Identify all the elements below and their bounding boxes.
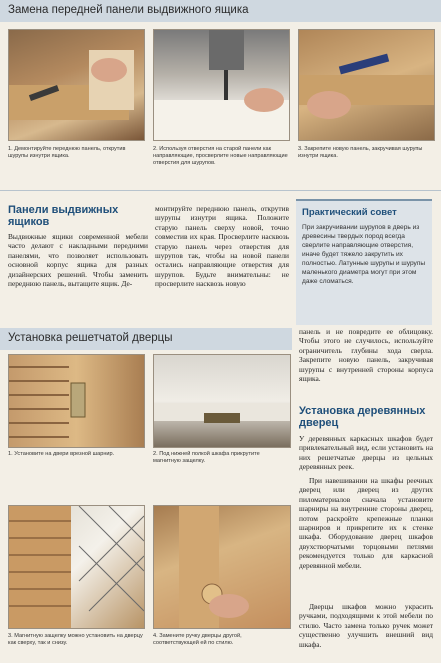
article2-p1: У деревянных каркасных шкафов будет привлекательный вид, если установить на них решетчатые дверцы из цельных деревянных реек. (299, 434, 433, 472)
photo-remove-panel (8, 29, 145, 141)
tip-box (296, 199, 432, 325)
caption-hinge: 1. Установите на двери врезной шарнир. (8, 451, 115, 457)
article2-continuation: панель и не повредите ее облицовку. Чтобы этого не случилось, используйте ограничитель глубины хода сверла. Закрепите новую панель, закручивая шурупы с внутренней стороны корпуса ящика. (299, 327, 433, 384)
article2-heading: Установка деревянных дверец (299, 405, 426, 429)
article1-col2: монтируйте переднюю панель, открутив шурупы изнутри ящика. Положите старую панель сверху новой, точно совместив их края. Просверлите насквозь старую панель через отверстия для шурупов так, чтобы на новой панели остались направляющие отверстия для шурупов. Будьте внимательны: не просверлите насквозь новую (155, 204, 289, 289)
article1-col1: Выдвижные ящики современной мебели часто делают с накладными передними панелями, что позволяет использовать основной корпус ящика для разных дизайнерских решений. Чтобы заменить переднюю панель, вытащите ящик. Де- (8, 232, 148, 289)
louvered-door-icon (9, 355, 144, 447)
photo-drill-holes (153, 29, 290, 141)
section1-header (0, 0, 441, 22)
section1-title: Замена передней панели выдвижного ящика (8, 4, 249, 16)
photo-door-knob (153, 505, 291, 629)
tip-title: Практический совет (302, 207, 397, 218)
caption-magnet: 2. Под нижней полкой шкафа прикрутите магнитную защелку. (153, 451, 260, 465)
caption-step1: 1. Демонтируйте переднюю панель, открутив шурупы изнутри ящика. (8, 146, 126, 160)
article1-heading: Панели выдвижных ящиков (8, 204, 119, 228)
magnet-catch-icon (154, 355, 290, 447)
caption-magnet-door: 3. Магнитную защелку можно установить на дверцу как сверху, так и снизу. (8, 633, 143, 647)
tip-text: При закручивании шурупов в дверь из древесины твердых пород всегда сверлите направляющие отверстия, иначе будет тяжело закрутить их полностью. Латунные шурупы и шурупы маленького диаметра могут при этом даже сломаться. (302, 224, 426, 285)
drill-icon (154, 30, 289, 140)
article2-p2: При навешивании на шкафы реечных дверец или дверец из других пиломатериалов сначала установите шарниры на внутренние стороны дверец, потом раскройте крепежные планки шарниров и прикрепите их к стенке шкафа. Оборудование дверец шкафов двухстворчатыми торцовыми петлями рекомендуется только для каркасной деревянной мебели. (299, 476, 433, 570)
section2-title: Установка решетчатой дверцы (8, 332, 173, 344)
caption-step3: 3. Закрепите новую панель, закручивая шурупы изнутри ящика. (298, 146, 423, 160)
door-knob-icon (154, 506, 290, 628)
section2-header (0, 328, 292, 350)
photo-magnet-catch (153, 354, 291, 448)
article2-p3: Дверцы шкафов можно украсить ручками, подходящими к этой мебели по стилю. Часто замена только ручек может существенно улучшить внешний вид шкафа. (299, 602, 433, 649)
photo-magnet-door (8, 505, 145, 629)
photo-hinge (8, 354, 145, 448)
drawer-illustration-icon (9, 30, 144, 140)
caption-step2: 2. Используя отверстия на старой панели как направляющие, просверлите новые направляющие отверстия для шурупов. (153, 146, 288, 167)
caption-knob: 4. Замените ручку дверцы другой, соответствующей ей по стилю. (153, 633, 242, 647)
photo-attach-panel (298, 29, 435, 141)
divider (0, 190, 441, 191)
tile-floor-icon (9, 506, 144, 628)
screwdriver-icon (299, 30, 434, 140)
